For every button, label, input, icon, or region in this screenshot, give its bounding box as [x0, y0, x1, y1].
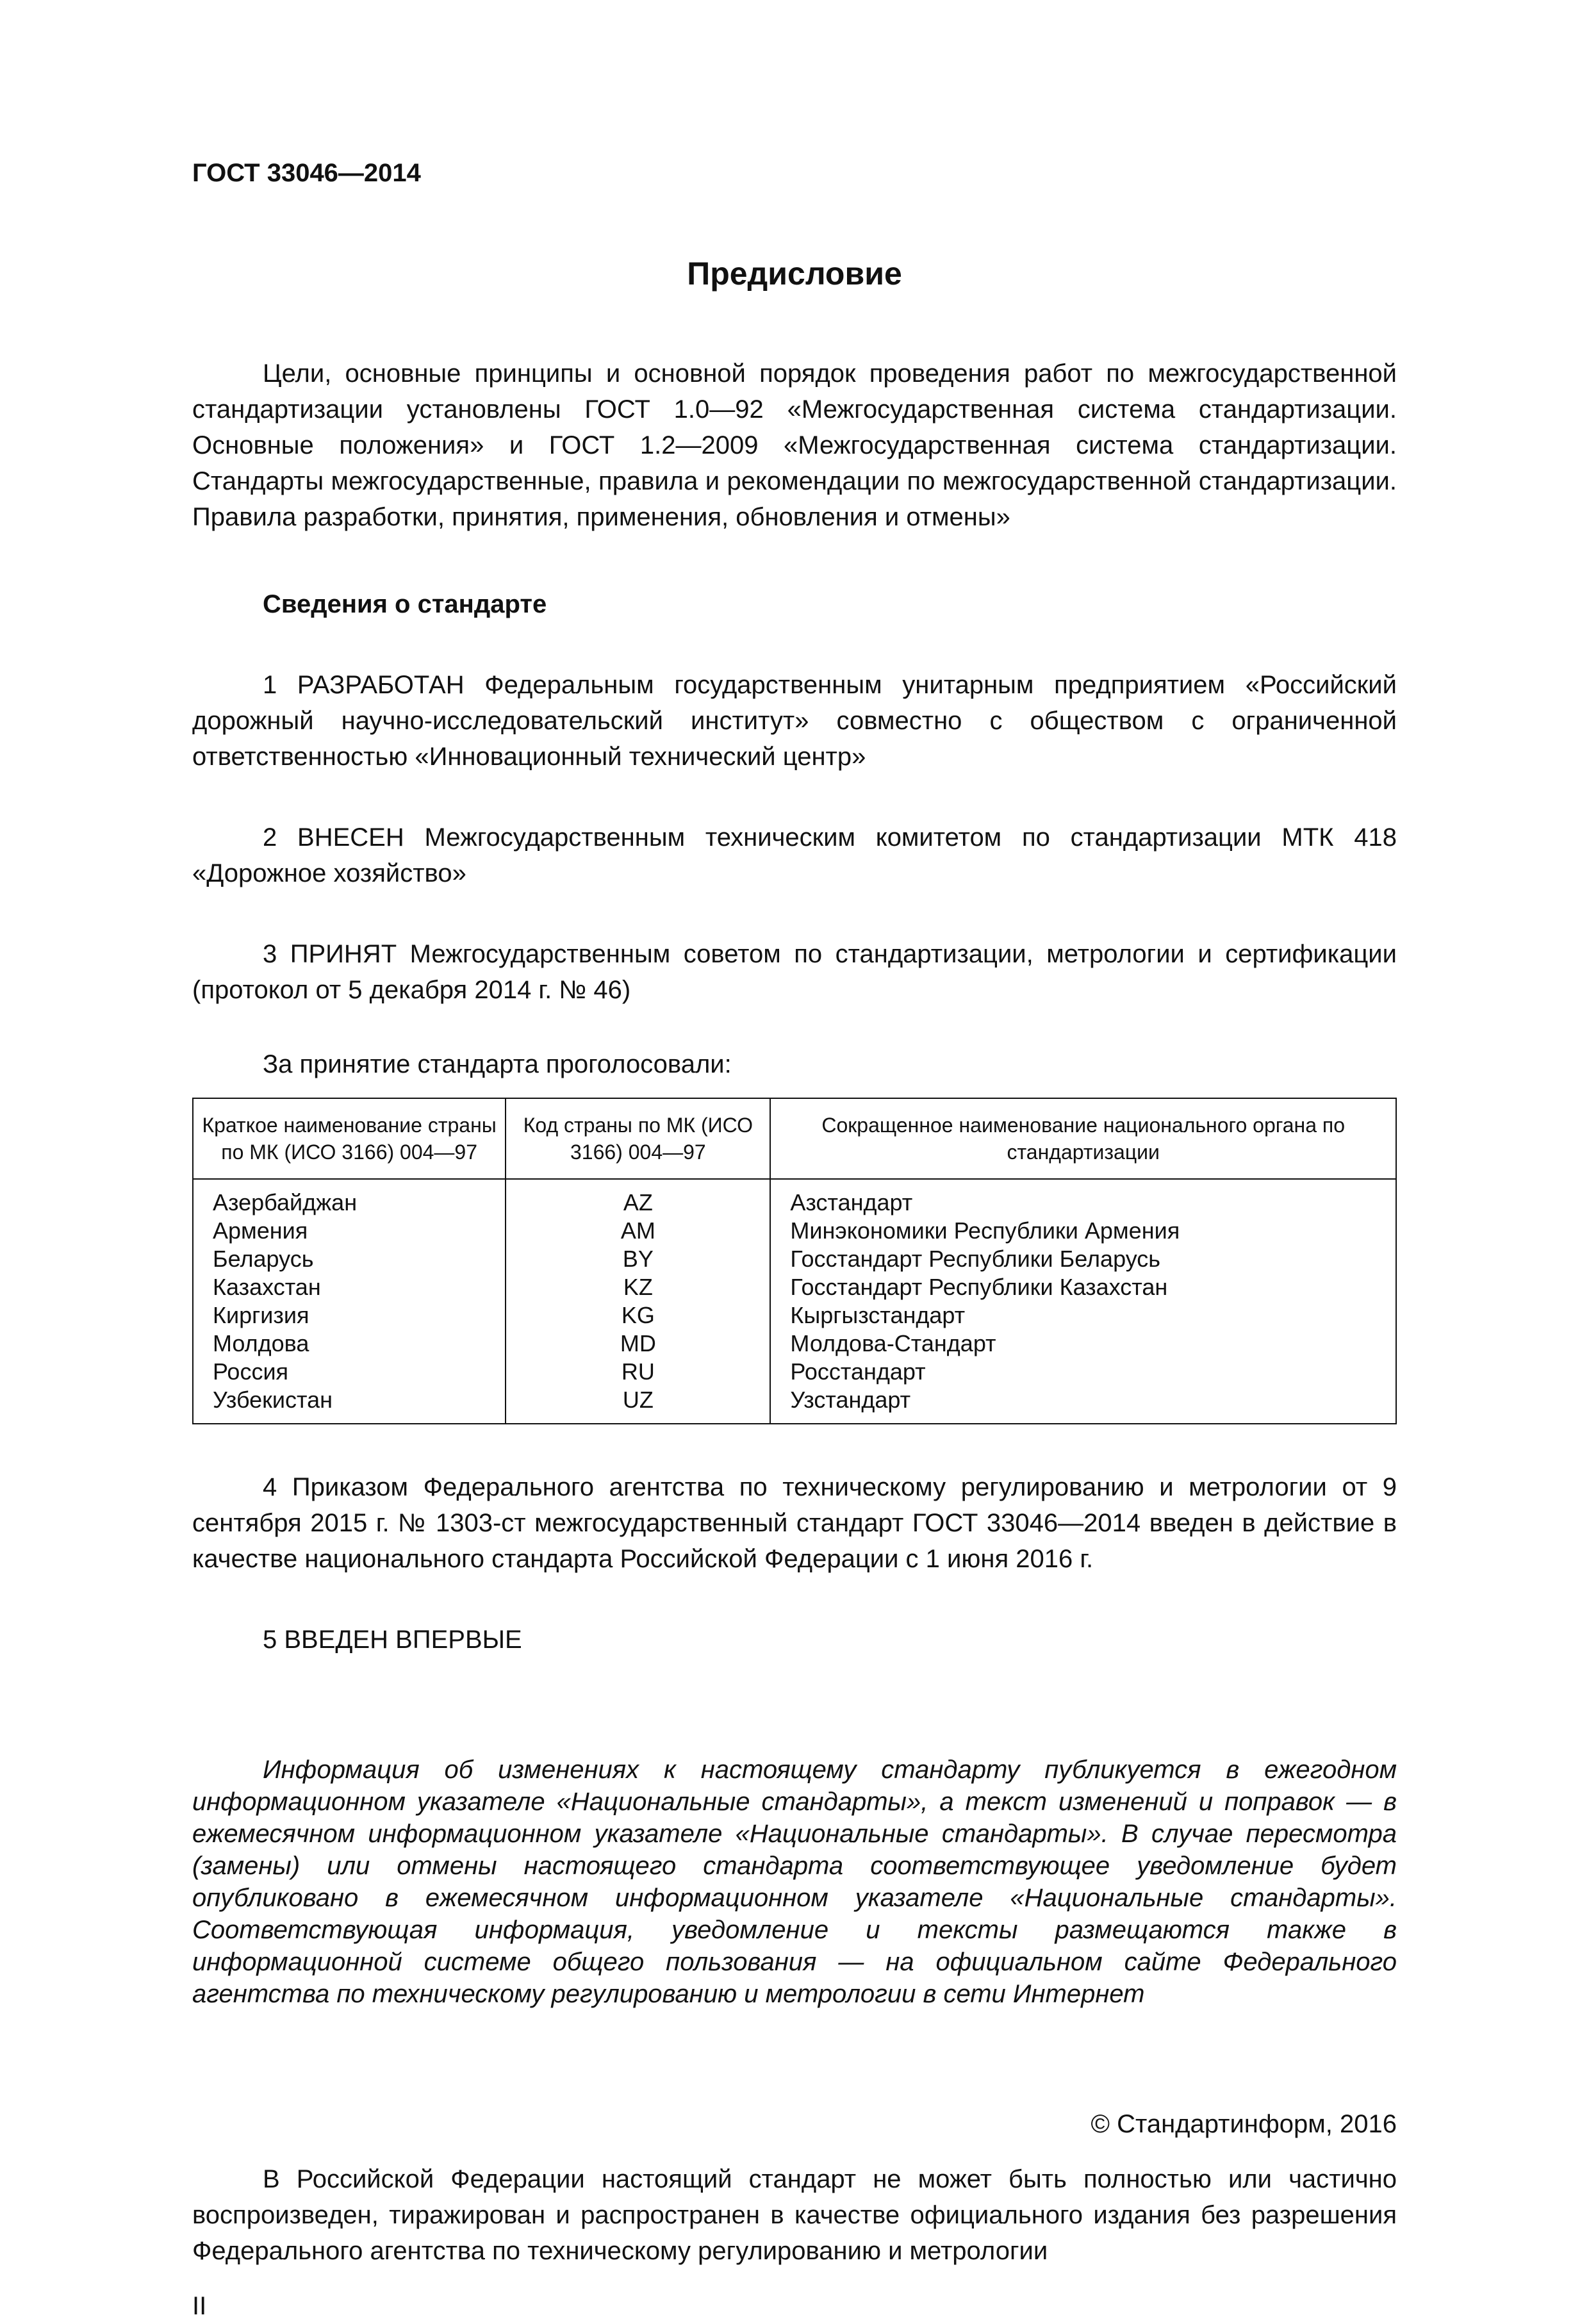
changes-notice: Информация об изменениях к настоящему стандарту публикуется в ежегодном информационном указателе «Национальные стандарты», а текст изменений и поправок — в ежемесячном информационном указателе «Национальные стандарты». В случае пересмотра (замены) или отмены настоящего стандарта соответствующее уведомление будет опубликовано в ежемесячном информационном указателе «Национальные стандарты». Соответствующая информация, уведомление и тексты размещаются также в информационной системе общего пользования — на официальном сайте Федерального агентства по техническому регулированию и метрологии в сети Интернет [192, 1756, 1397, 2008]
table-row [193, 1358, 1396, 1386]
section-heading: Сведения о стандарте [263, 590, 547, 618]
table-row [193, 1386, 1396, 1424]
cell-code: AZ [506, 1179, 770, 1217]
table-row [193, 1245, 1396, 1273]
preface-title: Предисловие [687, 256, 902, 292]
votes-intro: За принятие стандарта проголосовали: [263, 1050, 732, 1078]
cell-code: AM [506, 1217, 770, 1245]
cell-code: MD [506, 1330, 770, 1358]
item-submitted: 2 ВНЕСЕН Межгосударственным техническим комитетом по стандартизации МТК 418 «Дорожное хозяйство» [192, 823, 1397, 887]
preface-intro: Цели, основные принципы и основной порядок проведения работ по межгосударственной стандартизации установлены ГОСТ 1.0—92 «Межгосударственная система стандартизации. Основные положения» и ГОСТ 1.2—2009 «Межгосударственная система стандартизации. Стандарты межгосударственные, правила и рекомендации по межгосударственной стандартизации. Правила разработки, принятия, применения, обновления и отмены» [192, 359, 1397, 531]
table-row [193, 1301, 1396, 1330]
cell-code: UZ [506, 1386, 770, 1424]
cell-code: KG [506, 1301, 770, 1330]
cell-national-body: Госстандарт Республики Казахстан [770, 1273, 1396, 1301]
table-row [193, 1217, 1396, 1245]
header-country: Краткое наименование страны по МК (ИСО 3166) 004—97 [193, 1098, 506, 1179]
cell-national-body: Госстандарт Республики Беларусь [770, 1245, 1396, 1273]
item-developed: 1 РАЗРАБОТАН Федеральным государственным унитарным предприятием «Российский дорожный научно-исследовательский институт» совместно с обществом с ограниченной ответственностью «Инновационный технический центр» [192, 671, 1397, 771]
item-first-introduced: 5 ВВЕДЕН ВПЕРВЫЕ [263, 1626, 522, 1654]
cell-country: Россия [193, 1358, 506, 1386]
reproduction-notice: В Российской Федерации настоящий стандарт не может быть полностью или частично воспроизведен, тиражирован и распространен в качестве официального издания без разрешения Федерального агентства по техническому регулированию и метрологии [192, 2165, 1397, 2265]
cell-code: RU [506, 1358, 770, 1386]
votes-table [192, 1098, 1397, 1424]
cell-country: Киргизия [193, 1301, 506, 1330]
cell-national-body: Азстандарт [770, 1179, 1396, 1217]
cell-national-body: Минэкономики Республики Армения [770, 1217, 1396, 1245]
cell-code: KZ [506, 1273, 770, 1301]
table-row [193, 1330, 1396, 1358]
cell-country: Беларусь [193, 1245, 506, 1273]
cell-country: Азербайджан [193, 1179, 506, 1217]
item-adopted: 3 ПРИНЯТ Межгосударственным советом по стандартизации, метрологии и сертификации (протокол от 5 декабря 2014 г. № 46) [192, 940, 1397, 1004]
cell-national-body: Молдова-Стандарт [770, 1330, 1396, 1358]
item-enacted: 4 Приказом Федерального агентства по техническому регулированию и метрологии от 9 сентября 2015 г. № 1303-ст межгосударственный стандарт ГОСТ 33046—2014 введен в действие в качестве национального стандарта Российской Федерации с 1 июня 2016 г. [192, 1473, 1397, 1573]
cell-country: Армения [193, 1217, 506, 1245]
table-row [193, 1273, 1396, 1301]
table-row [193, 1179, 1396, 1217]
cell-code: BY [506, 1245, 770, 1273]
copyright-line: © Стандартинформ, 2016 [1091, 2110, 1397, 2138]
document-id: ГОСТ 33046—2014 [192, 159, 421, 187]
cell-country: Молдова [193, 1330, 506, 1358]
table-header-row [193, 1098, 1396, 1179]
cell-national-body: Узстандарт [770, 1386, 1396, 1424]
cell-country: Узбекистан [193, 1386, 506, 1424]
cell-national-body: Росстандарт [770, 1358, 1396, 1386]
header-national-body: Сокращенное наименование национального органа по стандартизации [770, 1098, 1396, 1179]
cell-country: Казахстан [193, 1273, 506, 1301]
header-code: Код страны по МК (ИСО 3166) 004—97 [506, 1098, 770, 1179]
cell-national-body: Кыргызстандарт [770, 1301, 1396, 1330]
page-number: II [192, 2292, 207, 2320]
